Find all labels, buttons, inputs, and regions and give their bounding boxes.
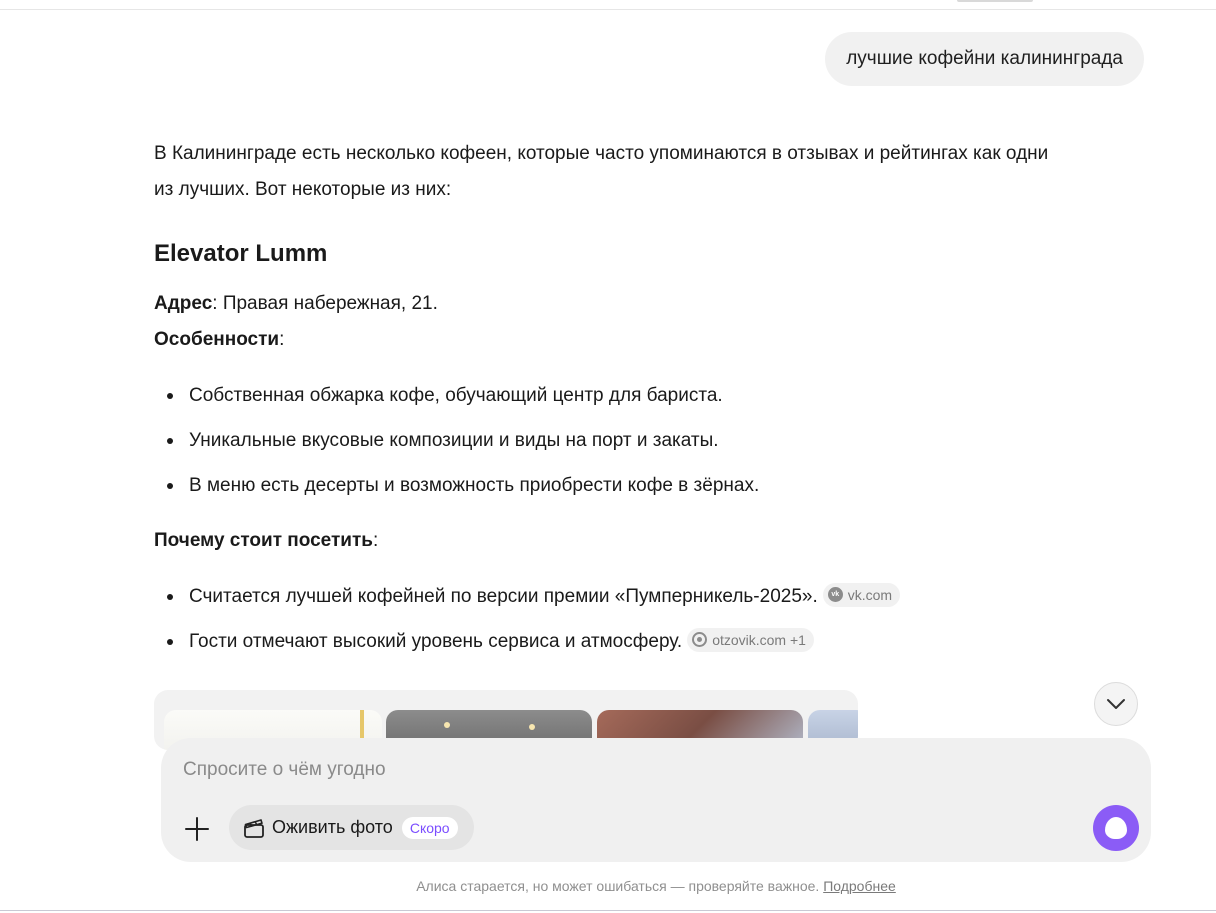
disclaimer: [0, 878, 1216, 894]
bottom-divider: [0, 910, 1216, 911]
chevron-down-icon: [1106, 698, 1126, 710]
reason-text: Считается лучшей кофейней по версии премии «Пумперникель-2025».: [189, 586, 818, 607]
revive-photo-label: Оживить фото: [272, 817, 393, 837]
features-suffix: :: [279, 329, 285, 350]
reason-text: Гости отмечают высокий уровень сервиса и атмосферу.: [189, 631, 683, 652]
disclaimer-text: Алиса старается, но может ошибаться — проверяйте важное.: [416, 878, 820, 894]
more-info-link[interactable]: Подробнее: [823, 878, 896, 894]
features-list: [154, 373, 759, 508]
address-value: : Правая набережная, 21.: [212, 293, 438, 314]
source-label: otzovik.com +1: [712, 631, 806, 648]
vk-icon: vk: [828, 587, 843, 602]
list-item: [154, 574, 900, 619]
place-title: Elevator Lumm: [154, 240, 328, 267]
user-message-bubble: [825, 32, 1144, 86]
scroll-down-button[interactable]: [1094, 682, 1138, 726]
top-tab-indicator: [957, 0, 1033, 2]
message-composer: [161, 738, 1151, 862]
address-line: [154, 293, 438, 315]
features-heading: [154, 329, 284, 351]
list-item: [154, 619, 900, 664]
why-visit-suffix: :: [372, 530, 379, 551]
alice-voice-button[interactable]: [1093, 805, 1139, 851]
reasons-list: [154, 574, 900, 664]
list-item: В меню есть десерты и возможность приобрести кофе в зёрнах.: [154, 463, 759, 508]
attach-button[interactable]: [183, 815, 211, 843]
clapperboard-icon: [243, 817, 265, 839]
revive-photo-button[interactable]: [229, 805, 474, 850]
source-chip-otzovik[interactable]: [687, 628, 814, 652]
alice-icon: [1105, 817, 1127, 839]
why-visit-heading: [154, 530, 378, 552]
message-input[interactable]: [183, 756, 1003, 784]
plus-icon: [184, 816, 210, 842]
list-item: Собственная обжарка кофе, обучающий центр для бариста.: [154, 373, 759, 418]
source-label: vk.com: [847, 586, 893, 603]
features-label: Особенности: [154, 329, 280, 350]
top-divider: [0, 9, 1216, 10]
address-label: Адрес: [154, 293, 213, 314]
otzovik-icon: [692, 632, 707, 647]
source-chip-vk[interactable]: [823, 583, 900, 607]
answer-intro: В Калининграде есть несколько кофеен, которые часто упоминаются в отзывах и рейтингах как одни из лучших. Вот некоторые из них:: [154, 143, 1049, 200]
why-visit-label: Почему стоит посетить: [154, 530, 373, 551]
soon-badge: Скоро: [402, 817, 458, 839]
assistant-answer: [154, 136, 1064, 652]
list-item: Уникальные вкусовые композиции и виды на порт и закаты.: [154, 418, 759, 463]
user-message-text: лучшие кофейни калининграда: [846, 48, 1123, 69]
